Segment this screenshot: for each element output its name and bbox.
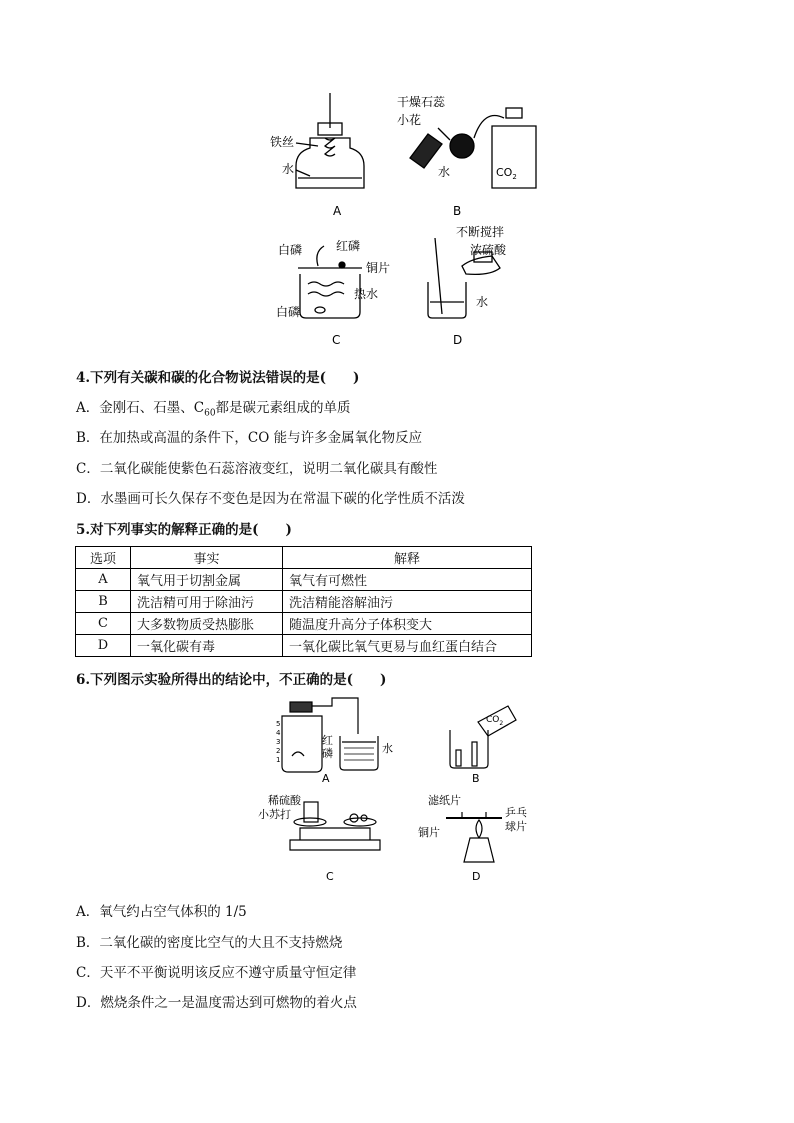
fig-a-water-label: 水 [282,162,295,176]
table-header: 事实 [131,547,283,569]
q6-fig-d-ball-label: 乒乓 [505,806,527,819]
q4-option-d: D．水墨画可长久保存不变色是因为在常温下碳的化学性质不活泼 [76,491,465,507]
fig-b-flower-label: 干燥石蕊 [397,95,446,109]
q6-fig-c-soda-label: 小苏打 [258,808,291,821]
scale-mark-1: 1 [276,756,281,764]
fig-d-acid-label: 浓硫酸 [470,243,507,257]
q6-option-a: A．氧气约占空气体积的 1/5 [76,904,247,920]
q5-table [75,546,532,657]
q6-fig-b-gas-label: $CO_2$ [486,715,504,727]
q6-option-c: C．天平不平衡说明该反应不遵守质量守恒定律 [76,965,357,981]
q6-fig-b-co2-candles [450,706,516,768]
q6-fig-d-caption: D [472,870,481,883]
fig-b-gas-label: $CO_2$ [496,166,517,181]
fig-c-caption: C [332,333,341,347]
fig-c-hot-water-label: 热水 [354,287,379,301]
fig-c-white-p-label-2: 白磷 [276,305,301,319]
table-row: C 大多数物质受热膨胀 随温度升高分子体积变大 [76,613,532,635]
fig-c-red-p-label: 红磷 [336,239,361,253]
scale-mark-3: 3 [276,738,281,746]
scale-mark-4: 4 [276,729,281,737]
q4-option-b: B．在加热或高温的条件下，CO 能与许多金属氧化物反应 [76,430,423,446]
top-experiment-figure [250,88,560,350]
q6-experiment-figure [250,690,550,890]
fig-b-flower-label-2: 小花 [397,113,422,127]
q6-fig-a-red-p-label-2: 磷 [322,747,333,760]
table-header-row [76,547,532,569]
fig-d-stir-label: 不断搅拌 [456,225,505,239]
q6-fig-a-water-label: 水 [382,742,393,755]
fig-a-caption: A [333,204,342,218]
q6-option-b: B．二氧化碳的密度比空气的大且不支持燃烧 [76,935,343,951]
table-row: D 一氧化碳有毒 一氧化碳比氧气更易与血红蛋白结合 [76,635,532,657]
q6-fig-b-caption: B [472,772,480,785]
fig-b-litmus-co2 [410,108,536,188]
scale-mark-5: 5 [276,720,281,728]
q4-stem: 4.下列有关碳和碳的化合物说法错误的是( ) [76,370,360,386]
q6-fig-d-ball-label-2: 球片 [505,820,527,833]
fig-b-water-label: 水 [438,165,451,179]
table-row: A 氧气用于切割金属 氧气有可燃性 [76,569,532,591]
q4-option-c: C．二氧化碳能使紫色石蕊溶液变红，说明二氧化碳具有酸性 [76,461,438,477]
q6-fig-d-copper-label: 铜片 [418,826,440,839]
q6-fig-a-red-p-label: 红 [322,734,333,747]
table-header: 选项 [76,547,131,569]
q6-fig-c-acid-label: 稀硫酸 [268,794,301,807]
q6-option-d: D．燃烧条件之一是温度需达到可燃物的着火点 [76,995,357,1011]
scale-mark-2: 2 [276,747,281,755]
fig-d-caption: D [453,333,463,347]
fig-a-wire-label: 铁丝 [270,135,295,149]
q6-fig-d-ignition-point [446,812,502,862]
q6-fig-a-caption: A [322,772,330,785]
q6-stem: 6.下列图示实验所得出的结论中，不正确的是( ) [76,672,387,688]
q4-option-a: A．金刚石、石墨、$C_{60}$都是碳元素组成的单质 [76,400,351,419]
q6-fig-d-paper-label: 滤纸片 [428,794,461,807]
q6-fig-c-caption: C [326,870,334,883]
table-row: B 洗洁精可用于除油污 洗洁精能溶解油污 [76,591,532,613]
q5-stem: 5.对下列事实的解释正确的是( ) [76,522,292,538]
fig-c-white-p-label: 白磷 [278,243,303,257]
fig-c-phosphorus-setup [298,246,362,318]
table-header: 解释 [283,547,532,569]
fig-d-water-label: 水 [476,295,489,309]
fig-c-copper-label: 铜片 [366,261,391,275]
q6-fig-c-balance [290,802,380,850]
fig-b-caption: B [453,204,462,218]
